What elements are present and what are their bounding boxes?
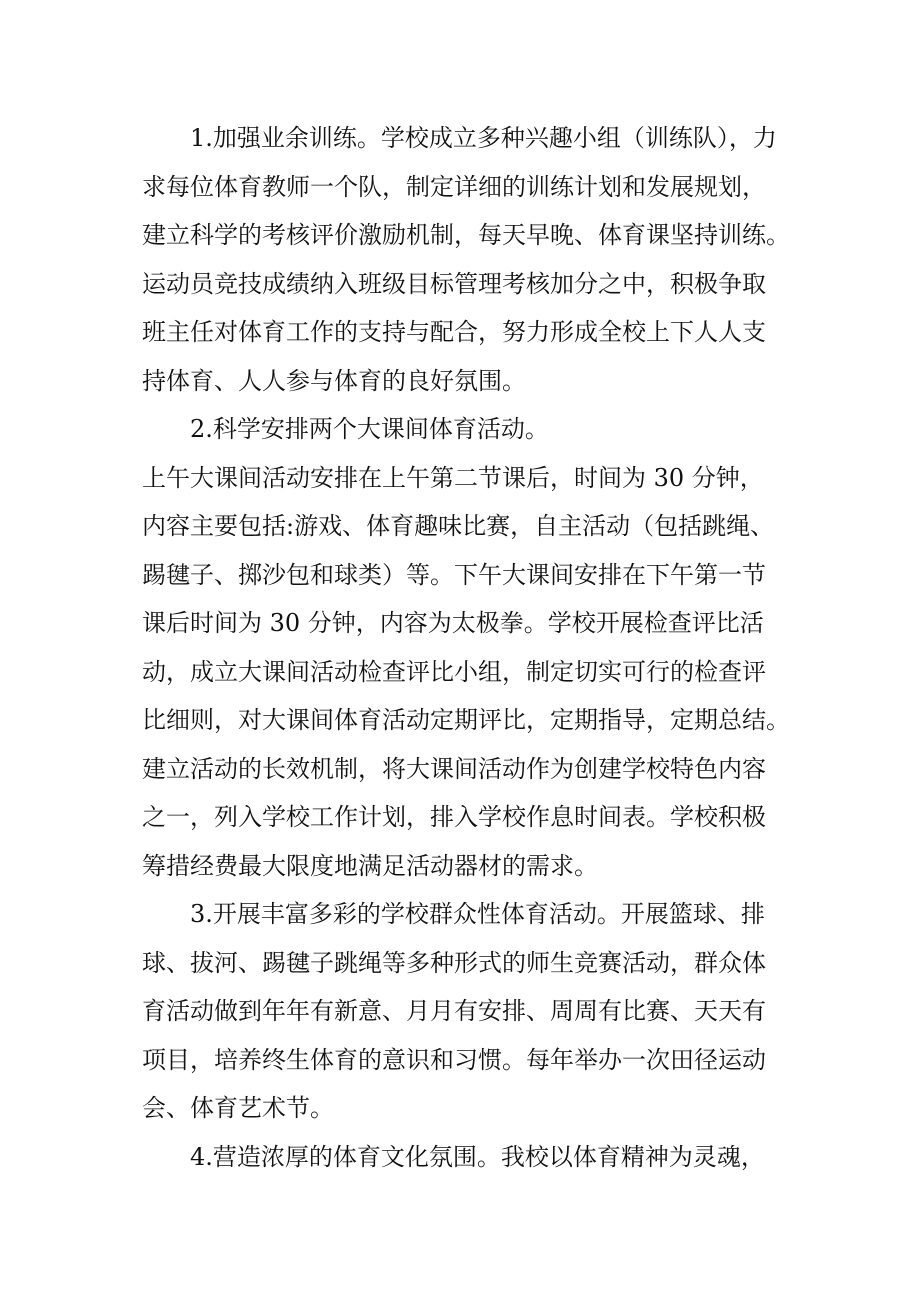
paragraph-4 (142, 890, 782, 1133)
text-line: 育活动做到年年有新意、月月有安排、周周有比赛、天天有 (142, 997, 766, 1025)
paragraph-5 (142, 1133, 782, 1182)
text-line: 比细则，对大课间体育活动定期评比，定期指导，定期总结。 (142, 706, 790, 734)
text-line: 课后时间为 30 分钟，内容为太极拳。学校开展检查评比活 (142, 609, 764, 637)
text-line: 持体育、人人参与体育的良好氛围。 (142, 366, 526, 395)
text-line: 内容主要包括:游戏、体育趣味比赛，自主活动（包括跳绳、 (142, 512, 775, 540)
text-line: 求每位体育教师一个队，制定详细的训练计划和发展规划， (142, 172, 766, 201)
text-line: 动，成立大课间活动检查评比小组，制定切实可行的检查评 (142, 657, 766, 686)
text-line: 2.科学安排两个大课间体育活动。 (190, 415, 549, 443)
document-body (142, 114, 790, 1181)
text-line: 项目，培养终生体育的意识和习惯。每年举办一次田径运动 (142, 1045, 766, 1074)
text-line: 4.营造浓厚的体育文化氛围。我校以体育精神为灵魂， (190, 1142, 765, 1171)
text-line: 之一，列入学校工作计划，排入学校作息时间表。学校积极 (142, 803, 766, 831)
text-line: 踢毽子、掷沙包和球类）等。下午大课间安排在下午第一节 (142, 560, 766, 589)
text-line: 上午大课间活动安排在上午第二节课后，时间为 30 分钟， (142, 463, 764, 492)
text-line: 建立活动的长效机制，将大课间活动作为创建学校特色内容 (142, 754, 766, 783)
text-line: 筹措经费最大限度地满足活动器材的需求。 (142, 851, 598, 880)
text-line: 建立科学的考核评价激励机制，每天早晚、体育课坚持训练。 (142, 221, 790, 249)
text-line: 1.加强业余训练。学校成立多种兴趣小组（训练队），力 (190, 124, 777, 152)
text-line: 3.开展丰富多彩的学校群众性体育活动。开展篮球、排 (190, 900, 765, 928)
paragraph-3 (142, 454, 790, 891)
text-line: 运动员竞技成绩纳入班级目标管理考核加分之中，积极争取 (142, 269, 766, 298)
paragraph-2 (142, 405, 782, 454)
text-line: 球、拔河、踢毽子跳绳等多种形式的师生竞赛活动，群众体 (142, 948, 766, 977)
text-line: 会、体育艺术节。 (142, 1094, 334, 1122)
paragraph-1 (142, 114, 790, 405)
text-line: 班主任对体育工作的支持与配合，努力形成全校上下人人支 (142, 318, 766, 346)
